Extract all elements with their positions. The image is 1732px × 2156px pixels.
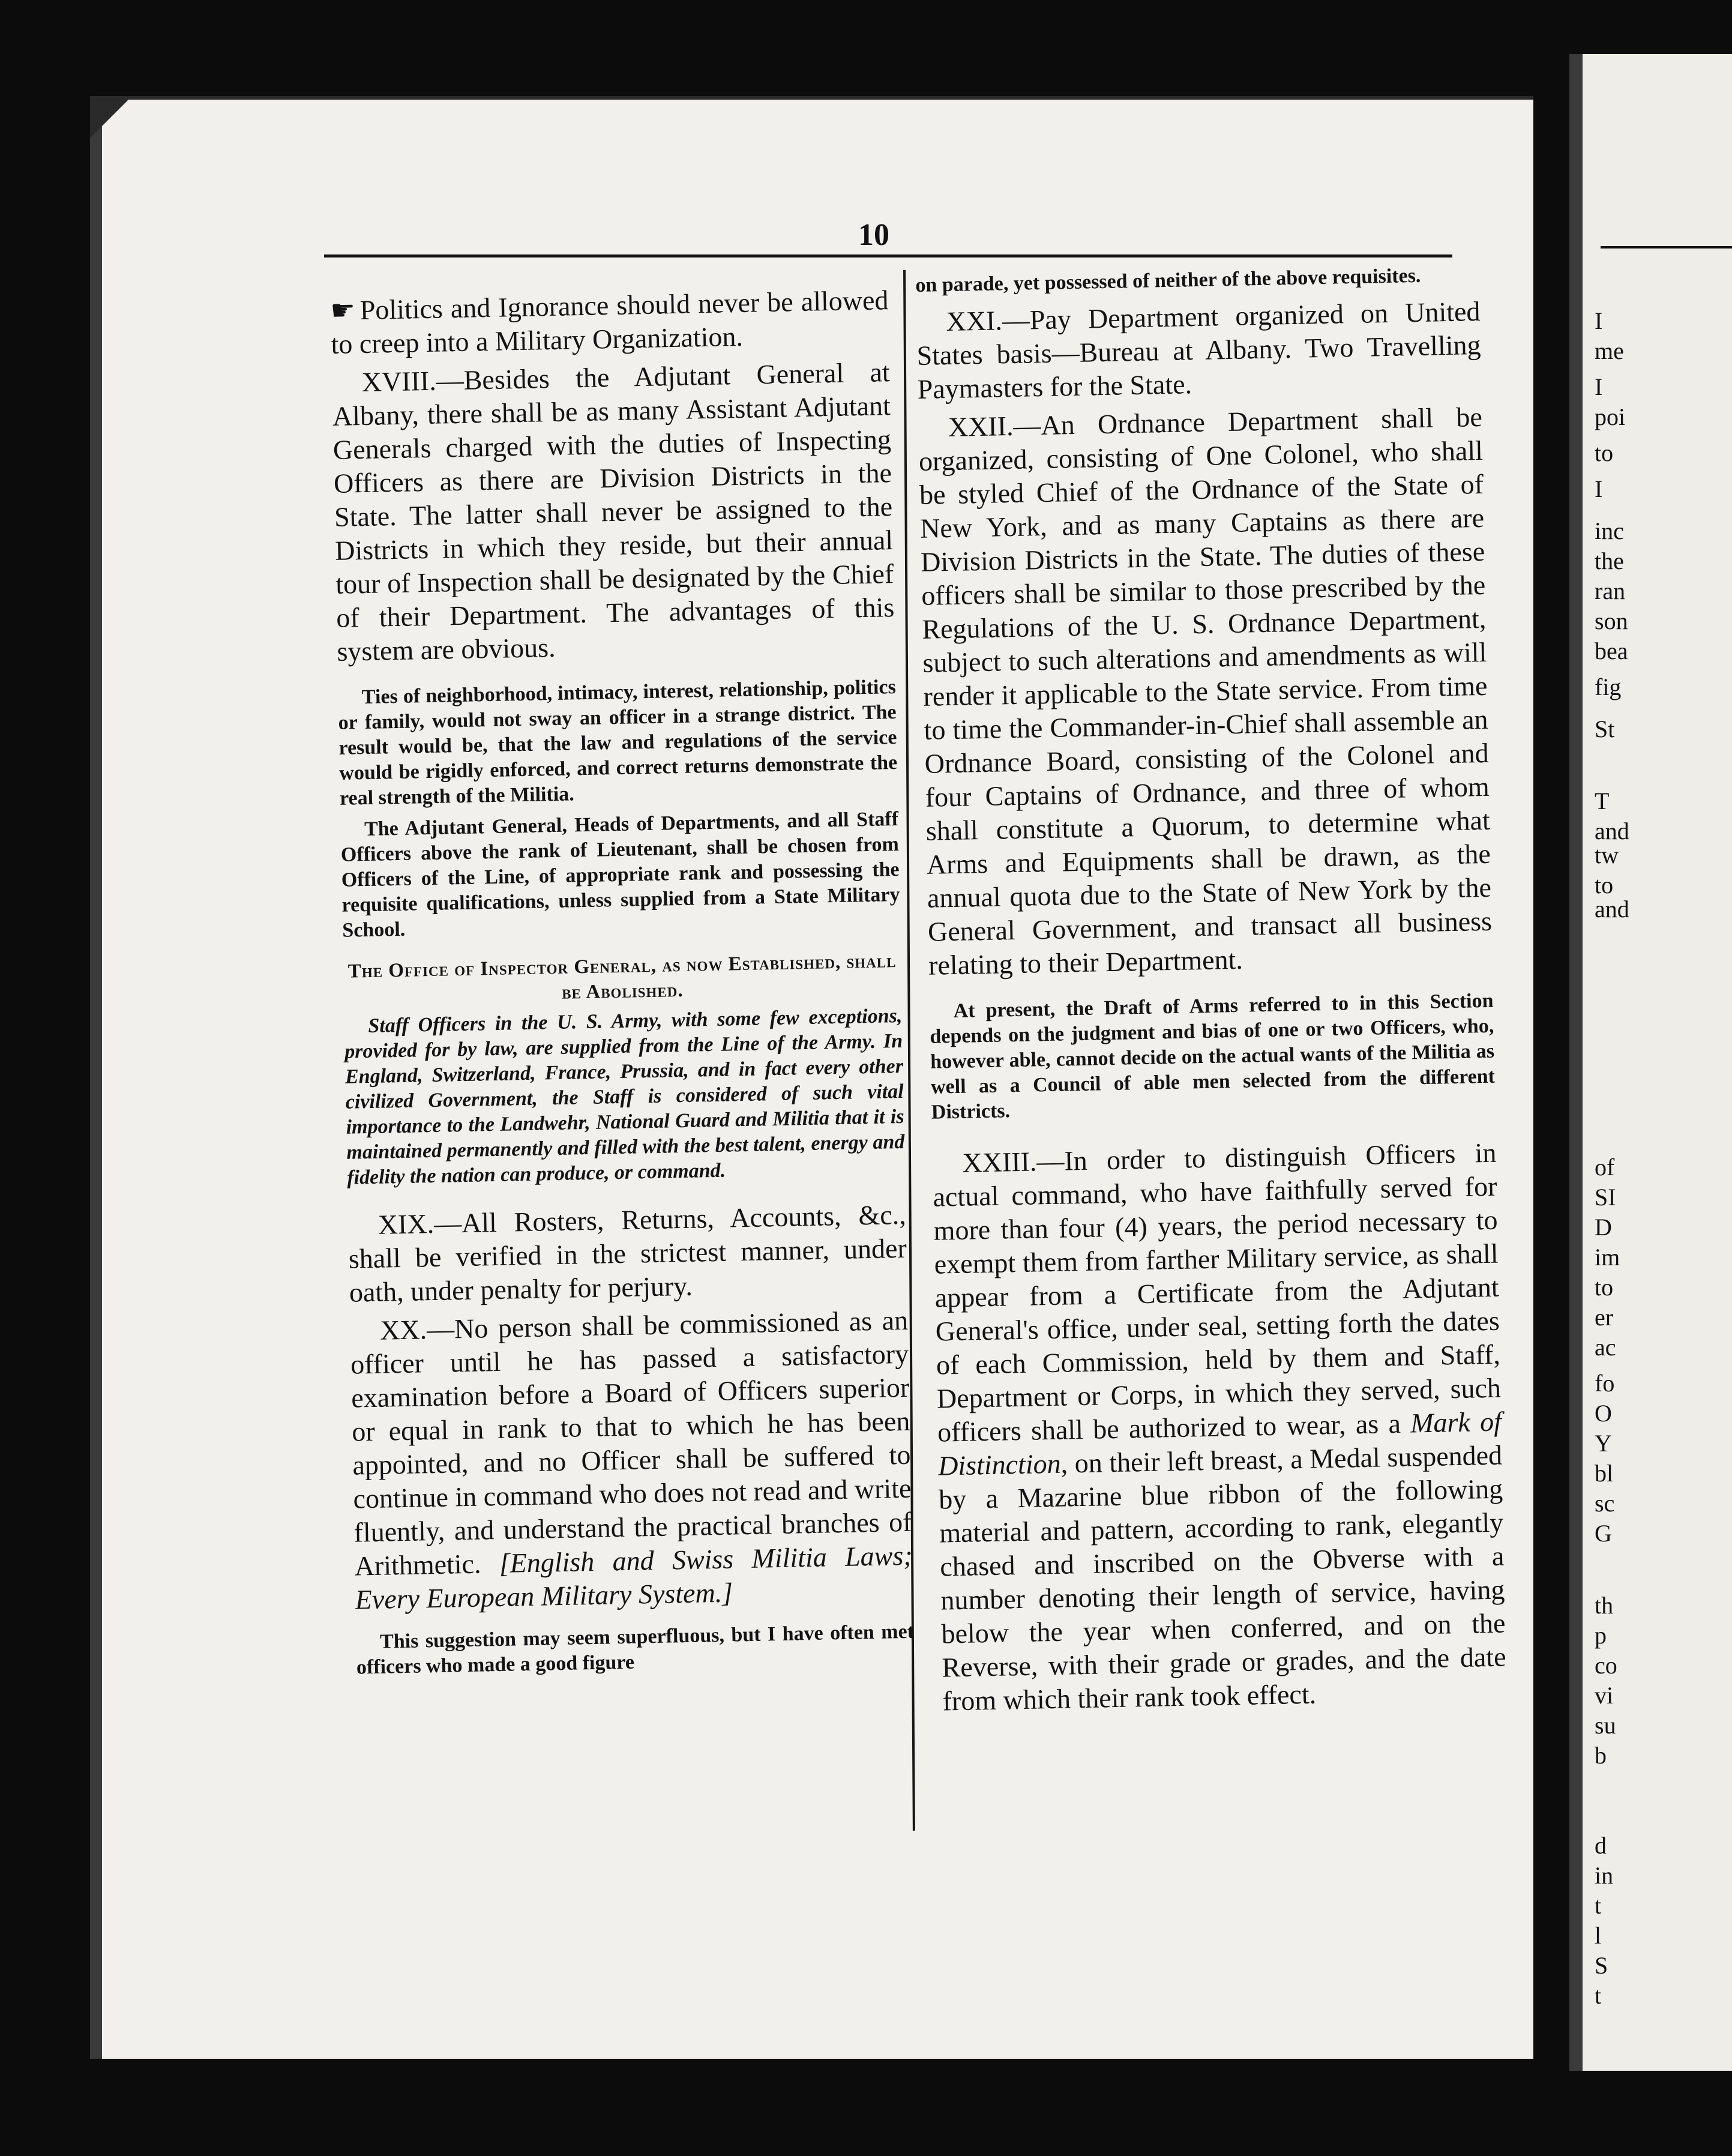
adjacent-fragment: bl [1595,1460,1614,1487]
paragraph-xx [350,1304,914,1617]
paragraph-politics [330,283,889,361]
adjacent-fragment: l [1595,1922,1602,1949]
adjacent-fragment: vi [1595,1682,1614,1709]
paragraph-xxiii-text-a: XXIII.—In order to distinguish Officers in actual command, who have faithfully served for more than four (4) years, the period necessary to exempt them from farther Military service, as shall appear from a Certificate from the Adjutant General's office, under seal, setting forth the dates of each Commission, held by them and Staff, Department or Corps, in which they served, such officers shall be authorized to wear, as a [933,1137,1502,1448]
paragraph-xx-text: XX.—No person shall be commissioned as an officer until he has passed a satisfactory examination before a Board of Officers superior or equal in rank to that to which he has been appointed, and no Officer shall be suffered to continue in command who does not read and write fluently, and understand the practical branches of Arithmetic. [350,1304,912,1582]
section-heading-inspector: The Office of Inspector General, as now Established, shall be Abolished. [347,950,897,1004]
page-corner-fold [90,96,132,138]
adjacent-fragment: St [1595,715,1615,742]
note-draft-of-arms: At present, the Draft of Arms referred to in this Section depends on the judgment and bias of one or two Officers, who, however able, cannot decide on the actual wants of the Militia as well as a Council of able men selected from the different Districts. [930,989,1496,1124]
adjacent-fragment: ac [1595,1334,1616,1361]
adjacent-fragment: th [1595,1592,1614,1619]
adjacent-fragment: p [1595,1622,1607,1649]
adjacent-fragment: er [1595,1304,1614,1331]
adjacent-fragment: inc [1595,517,1624,544]
adjacent-fragment: b [1595,1742,1607,1769]
adjacent-fragment: the [1595,547,1624,574]
page-number: 10 [858,218,889,252]
note-ties: Ties of neighborhood, intimacy, interest, relationship, politics or family, would not sway an officer in a strange district. The result would be, that the law and regulations of the service would be rigidly enforced, and correct returns demonstrate the real strength of the Militia. [338,676,898,810]
adjacent-fragment: fo [1595,1370,1615,1397]
paragraph-xix: XIX.—All Rosters, Returns, Accounts, &c., shall be verified in the strictest manner, under oath, under penalty for perjury. [348,1199,907,1308]
paragraph-xviii: XVIII.—Besides the Adjutant General at Albany, there shall be as many Assistant Adjutant Generals charged with the duties of Inspecting Officers as there are Division Districts in the State. The latter shall never be assigned to the Districts in which they reside, but their annual tour of Inspection shall be designated by the Chief of their Department. The advantages of this system are obvious. [332,357,895,667]
adjacent-fragment: poi [1595,403,1626,430]
paragraph-xxiii-text-b: , on their left breast, a Medal suspended by a Mazarine blue ribbon of the following material and pattern, according to rank, elegantly chased and inscribed on the Obverse with a number denoting their length of service, having below the year when conferred, and on the Reverse, with their grade or grades, and the date from which their rank took effect. [938,1439,1506,1717]
adjacent-fragment: SI [1595,1184,1616,1211]
adjacent-fragment: Y [1595,1430,1612,1457]
adjacent-fragment: son [1595,607,1628,634]
adjacent-fragment: and [1595,896,1629,923]
citation-militia-laws: [English and Swiss Militia Laws; Every European Military System.] [355,1540,913,1615]
adjacent-fragment: I [1595,307,1603,334]
note-suggestion: This suggestion may seem superfluous, but I have often met officers who made a good figure [356,1620,915,1679]
note-adjutant: The Adjutant General, Heads of Departments, and all Staff Officers above the rank of Lieutenant, shall be chosen from Officers of the Line, of appropriate rank and possessing the requisite qualifications, unless supplied from a State Military School. [340,807,900,942]
adjacent-fragment: to [1595,439,1614,466]
adjacent-fragment: I [1595,373,1603,400]
adjacent-fragment: I [1595,475,1603,502]
adjacent-fragment: to [1595,872,1614,899]
note-parade: on parade, yet possessed of neither of the above requisites. [915,264,1421,297]
adjacent-fragment: tw [1595,842,1619,869]
adjacent-header-rule [1601,246,1732,248]
left-column [330,283,915,1686]
header-rule [324,254,1452,257]
adjacent-fragment: D [1595,1214,1612,1241]
adjacent-fragment: fig [1595,673,1622,700]
adjacent-fragment: su [1595,1712,1616,1739]
adjacent-fragment: bea [1595,637,1628,664]
adjacent-fragment: t [1595,1892,1602,1919]
adjacent-fragment: and [1595,818,1629,845]
adjacent-fragment: sc [1595,1490,1615,1517]
adjacent-fragment: T [1595,787,1610,815]
adjacent-fragment: to [1595,1274,1614,1301]
adjacent-fragment: in [1595,1862,1614,1889]
adjacent-fragment: O [1595,1400,1612,1427]
note-staff-officers: Staff Officers in the U. S. Army, with some few exceptions, provided for by law, are supplied from the Line of the Army. In England, Switzerland, France, Prussia, and in fact every other civilized Government, the Staff is considered of such vital importance to the Landwehr, National Guard and Militia that it is maintained permanently and filled with the best talent, energy and fidelity the nation can produce, or command. [344,1004,905,1189]
adjacent-fragment: me [1595,337,1624,364]
pointing-hand-icon: ☛ [330,295,356,326]
adjacent-fragment: t [1595,1982,1602,2009]
paragraph-xxii: XXII.—An Ordnance Department shall be organized, consisting of One Colonel, who shall be styled Chief of the Ordnance of the State of New York, and as many Captains as there are Division Districts in the State. The duties of these officers shall be similar to those prescribed by the Regulations of the U. S. Ordnance Department, subject to such alterations and amendments as will render it applicable to the State service. From time to time the Commander-in-Chief shall assemble an Ordnance Board, consisting of the Colonel and four Captains of Ordnance, and three of whom shall constitute a Quorum, to determine what Arms and Equipments shall be drawn, as the annual quota due to the State of New York by the General Government, and transact all business relating to their Department. [918,401,1493,981]
adjacent-fragment: d [1595,1832,1607,1859]
adjacent-fragment: co [1595,1652,1617,1679]
adjacent-fragment: of [1595,1154,1615,1181]
mark-of-distinction-emphasis: Mark of Distinction [937,1406,1502,1481]
adjacent-fragment: G [1595,1520,1612,1547]
paragraph-politics-text: Politics and Ignorance should never be allowed to creep into a Military Organization. [331,285,889,360]
adjacent-page-edge [1569,54,1732,2071]
adjacent-fragment: im [1595,1244,1620,1271]
adjacent-fragment: ran [1595,577,1626,604]
right-column [915,262,1507,1723]
binding-gutter [1533,78,1569,2059]
adjacent-fragment: S [1595,1952,1608,1979]
paragraph-xxi: XXI.—Pay Department organized on United States basis—Bureau at Albany. Two Travelling Paymasters for the State. [916,295,1481,405]
paragraph-xxiii [932,1136,1507,1718]
